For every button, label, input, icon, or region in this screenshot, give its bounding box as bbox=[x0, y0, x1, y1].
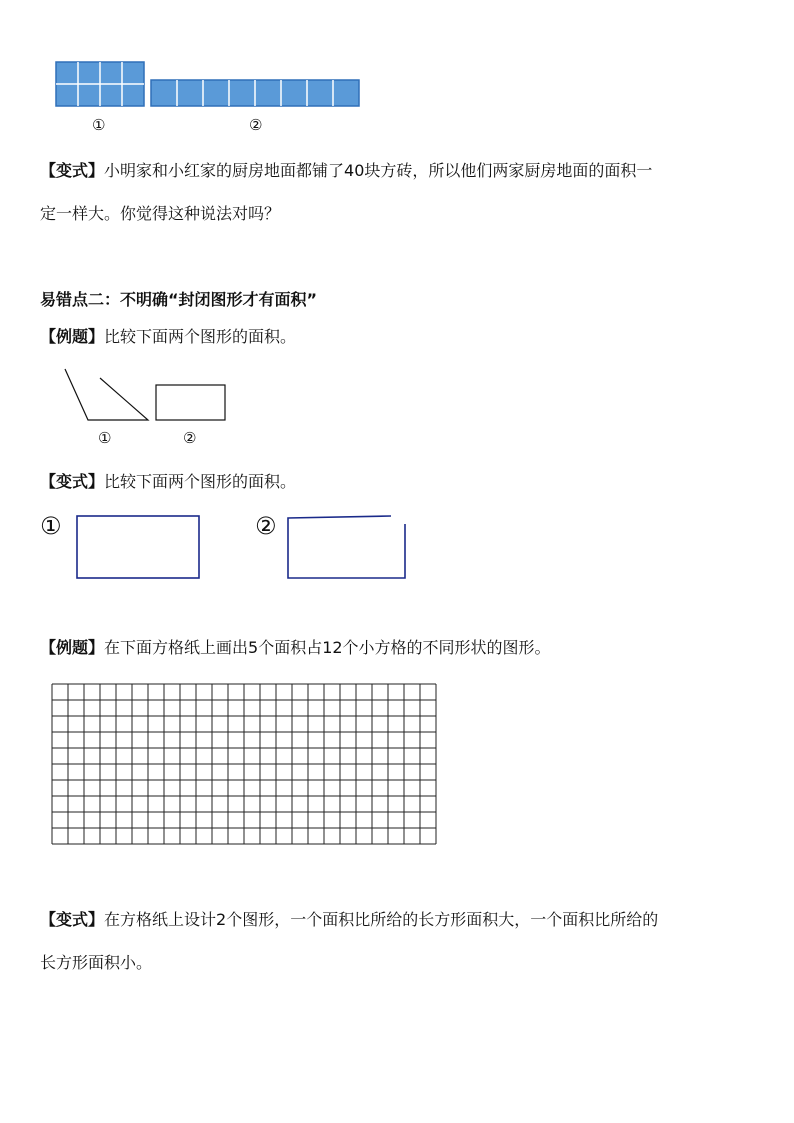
variant-3-line-2: 长方形面积小。 bbox=[40, 953, 153, 972]
variant-1-line-1 bbox=[40, 161, 652, 181]
variant-2-label-1: ① bbox=[40, 512, 62, 540]
figure-label-1: ① bbox=[92, 116, 106, 134]
section-heading: 易错点二：不明确“封闭图形才有面积” bbox=[40, 290, 318, 309]
example-2-line bbox=[40, 638, 551, 658]
variant-3-line-1 bbox=[40, 910, 658, 930]
open-rectangle-2 bbox=[287, 514, 409, 582]
variant-2-text: 比较下面两个图形的面积。 bbox=[104, 472, 297, 491]
open-figure-1 bbox=[64, 368, 164, 428]
figure-label-2: ② bbox=[249, 116, 263, 134]
square-grid-paper[interactable] bbox=[51, 683, 441, 845]
tile-grid-figure-1 bbox=[56, 62, 146, 112]
variant-tag: 【变式】 bbox=[40, 910, 105, 929]
example-1-label-1: ① bbox=[98, 429, 112, 447]
example-1-label-2: ② bbox=[183, 429, 197, 447]
variant-1-line-2: 定一样大。你觉得这种说法对吗？ bbox=[40, 204, 281, 223]
variant-2-line bbox=[40, 472, 296, 492]
variant-tag: 【变式】 bbox=[40, 161, 105, 180]
variant-3-text-1: 在方格纸上设计2个图形，一个面积比所给的长方形面积大，一个面积比所给的 bbox=[104, 910, 659, 929]
rectangle-figure-2 bbox=[155, 384, 227, 424]
variant-1-text-1: 小明家和小红家的厨房地面都铺了40块方砖，所以他们两家厨房地面的面积一 bbox=[104, 161, 653, 180]
example-tag: 【例题】 bbox=[40, 638, 105, 657]
example-1-line bbox=[40, 327, 296, 347]
example-1-text: 比较下面两个图形的面积。 bbox=[104, 327, 297, 346]
variant-tag: 【变式】 bbox=[40, 472, 105, 491]
closed-rectangle-1 bbox=[76, 515, 202, 581]
tile-strip-figure-2 bbox=[151, 80, 363, 110]
example-tag: 【例题】 bbox=[40, 327, 105, 346]
variant-2-label-2: ② bbox=[255, 512, 277, 540]
example-2-text: 在下面方格纸上画出5个面积占12个小方格的不同形状的图形。 bbox=[104, 638, 551, 657]
